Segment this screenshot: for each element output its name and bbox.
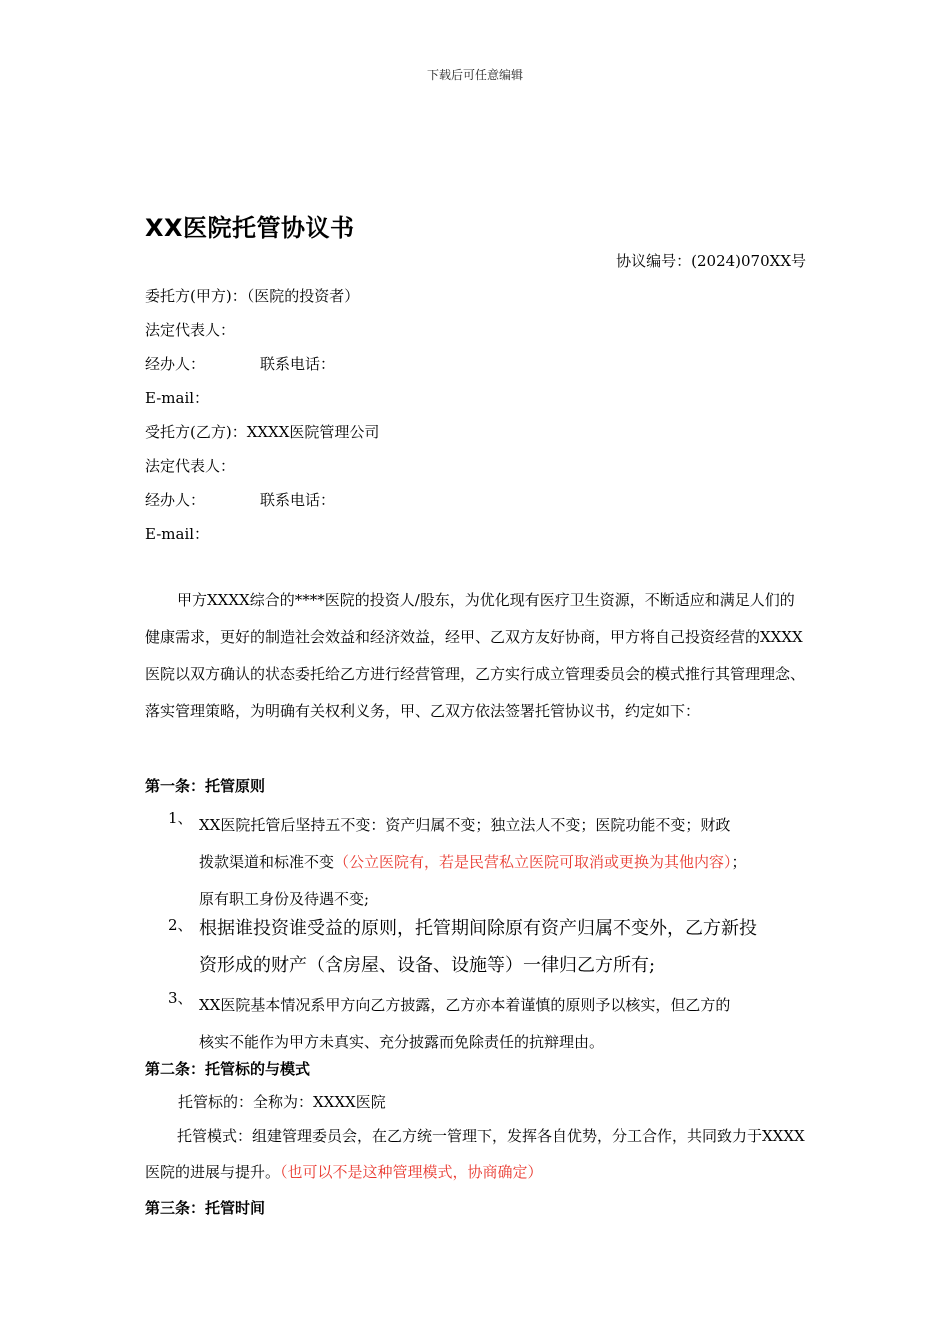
party-b-trustee: 受托方(乙方)：XXXX医院管理公司	[145, 423, 380, 441]
party-a-principal: 委托方(甲方)：（医院的投资者）	[145, 287, 360, 305]
item-1-line-1: XX医院托管后坚持五不变：资产归属不变；独立法人不变；医院功能不变；财政	[199, 816, 731, 834]
document-title: XX医院托管协议书	[145, 214, 355, 242]
party-b-contact-row	[145, 489, 335, 510]
item-2-line-2: 资形成的财产（含房屋、设备、设施等）一律归乙方所有;	[199, 955, 656, 976]
item-1-red-note: （公立医院有，若是民营私立医院可取消或更换为其他内容）	[334, 853, 732, 871]
party-a-email: E-mail：	[145, 389, 210, 407]
section-1-item-3	[168, 987, 818, 1061]
section-2-mode-note: （也可以不是这种管理模式，协商确定）	[280, 1163, 543, 1181]
item-2-line-1: 根据谁投资谁受益的原则，托管期间除原有资产归属不变外，乙方新投	[199, 918, 757, 939]
section-2-mode-text: 托管模式：组建管理委员会，在乙方统一管理下，发挥各自优势，分工合作，共同致力于XXXX医院的进展与提升。	[145, 1127, 805, 1181]
item-2-number: 2、	[168, 916, 193, 934]
item-1-line-3: 原有职工身份及待遇不变;	[199, 890, 370, 908]
party-a-legal-rep: 法定代表人：	[145, 321, 236, 339]
section-2-heading: 第二条：托管标的与模式	[145, 1060, 311, 1078]
party-b-email: E-mail：	[145, 525, 210, 543]
party-a-phone: 联系电话：	[260, 355, 336, 373]
item-1-line-2	[199, 844, 818, 881]
item-1-number: 1、	[168, 809, 193, 827]
item-1-line-2-end: ；	[731, 853, 747, 871]
section-1-item-1	[168, 807, 818, 918]
preamble-paragraph: 甲方XXXX综合的****医院的投资人/股东，为优化现有医疗卫生资源，不断适应和满足人们的健康需求，更好的制造社会效益和经济效益，经甲、乙双方友好协商，甲方将自己投资经营的XXXX医院以双方确认的状态委托给乙方进行经营管理，乙方实行成立管理委员会的模式推行其管理理念、落实管理策略，为明确有关权利义务，甲、乙双方依法签署托管协议书，约定如下：	[145, 591, 806, 720]
party-a-handler: 经办人：	[145, 355, 206, 373]
section-1-heading: 第一条：托管原则	[145, 777, 266, 795]
agreement-number: 协议编号：(2024)070XX号	[616, 252, 806, 270]
section-2-mode	[145, 1118, 807, 1190]
item-3-line-1: XX医院基本情况系甲方向乙方披露，乙方亦本着谨慎的原则予以核实，但乙方的	[199, 996, 731, 1014]
party-b-handler: 经办人：	[145, 491, 206, 509]
section-3-heading: 第三条：托管时间	[145, 1199, 266, 1217]
section-1-item-2	[168, 910, 818, 984]
party-b-phone: 联系电话：	[260, 491, 336, 509]
party-a-contact-row	[145, 353, 335, 374]
item-3-number: 3、	[168, 989, 193, 1007]
item-3-line-2: 核实不能作为甲方未真实、充分披露而免除责任的抗辩理由。	[199, 1033, 605, 1051]
item-1-line-2-text: 拨款渠道和标准不变	[199, 853, 335, 871]
party-b-legal-rep: 法定代表人：	[145, 457, 236, 475]
section-2-target: 托管标的：全称为：XXXX医院	[178, 1093, 386, 1111]
header-note: 下载后可任意编辑	[426, 68, 523, 82]
